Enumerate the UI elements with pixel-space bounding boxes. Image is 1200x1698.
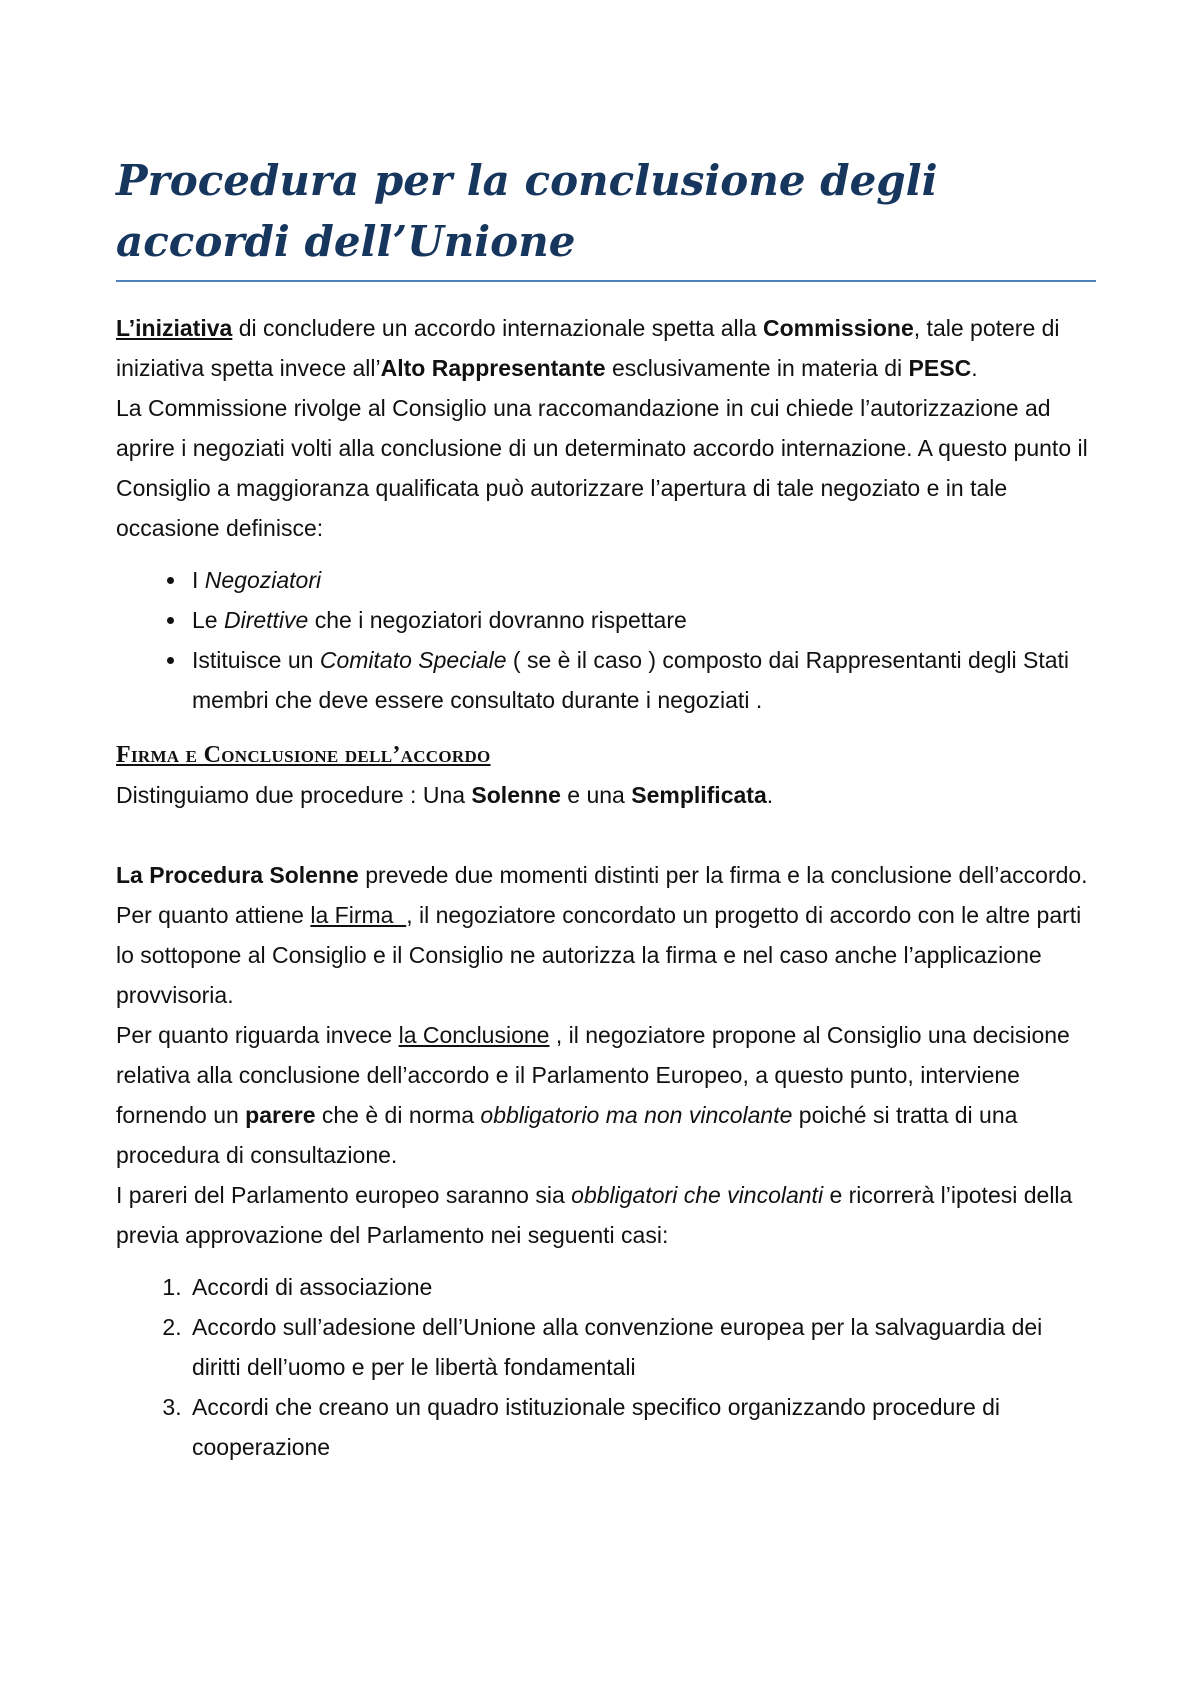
numbered-list <box>116 1267 1096 1467</box>
document-page <box>116 150 1096 1467</box>
bullet-list <box>116 560 1096 720</box>
list-item: 3. Accordi che creano un quadro istituzionale specifico organizzando procedure di cooperazione <box>188 1387 1096 1467</box>
paragraph-conclusione: Per quanto riguarda invece la Conclusione , il negoziatore propone al Consiglio una decisione relativa alla conclusione dell’accordo e il Parlamento Europeo, a questo punto, interviene fornendo un parere che è di norma obbligatorio ma non vincolante poiché si tratta di una procedura di consultazione. <box>116 1022 1070 1168</box>
list-item: • Le Direttive che i negoziatori dovranno rispettare <box>188 600 1096 640</box>
term-iniziativa: L’iniziativa <box>116 315 233 341</box>
list-item: 2. Accordo sull’adesione dell’Unione alla convenzione europea per la salvaguardia dei diritti dell’uomo e per le libertà fondamentali <box>188 1307 1096 1387</box>
list-item: • Istituisce un Comitato Speciale ( se è il caso ) composto dai Rappresentanti degli Stati membri che deve essere consultato durante i negoziati . <box>188 640 1096 720</box>
paragraph-initiative: L’iniziativa di concludere un accordo internazionale spetta alla Commissione, tale potere di iniziativa spetta invece all’Alto Rappresentante esclusivamente in materia di PESC. <box>116 315 1060 381</box>
document-title: Procedura per la conclusione degli accordi dell’Unione <box>116 150 1096 282</box>
paragraph-firma: Per quanto attiene la Firma , il negoziatore concordato un progetto di accordo con le altre parti lo sottopone al Consiglio e il Consiglio ne autorizza la firma e nel caso anche l’applicazione provvisoria. <box>116 902 1082 1008</box>
spacer <box>116 815 1096 855</box>
list-item: 1. Accordi di associazione <box>188 1267 1096 1307</box>
paragraph-pareri: I pareri del Parlamento europeo saranno sia obbligatori che vincolanti e ricorrerà l’ipotesi della previa approvazione del Parlamento nei seguenti casi: <box>116 1182 1073 1248</box>
section-heading: Firma e Conclusione dell’accordo <box>116 742 491 768</box>
paragraph-solenne: La Procedura Solenne prevede due momenti distinti per la firma e la conclusione dell’accordo. <box>116 862 1088 888</box>
list-item: • I Negoziatori <box>188 560 1096 600</box>
paragraph-commission: La Commissione rivolge al Consiglio una raccomandazione in cui chiede l’autorizzazione ad aprire i negoziati volti alla conclusione di un determinato accordo internazione. A questo punto il Consiglio a maggioranza qualificata può autorizzare l’apertura di tale negoziato e in tale occasione definisce: <box>116 395 1088 541</box>
paragraph-procedures: Distinguiamo due procedure : Una Solenne e una Semplificata. <box>116 782 774 808</box>
